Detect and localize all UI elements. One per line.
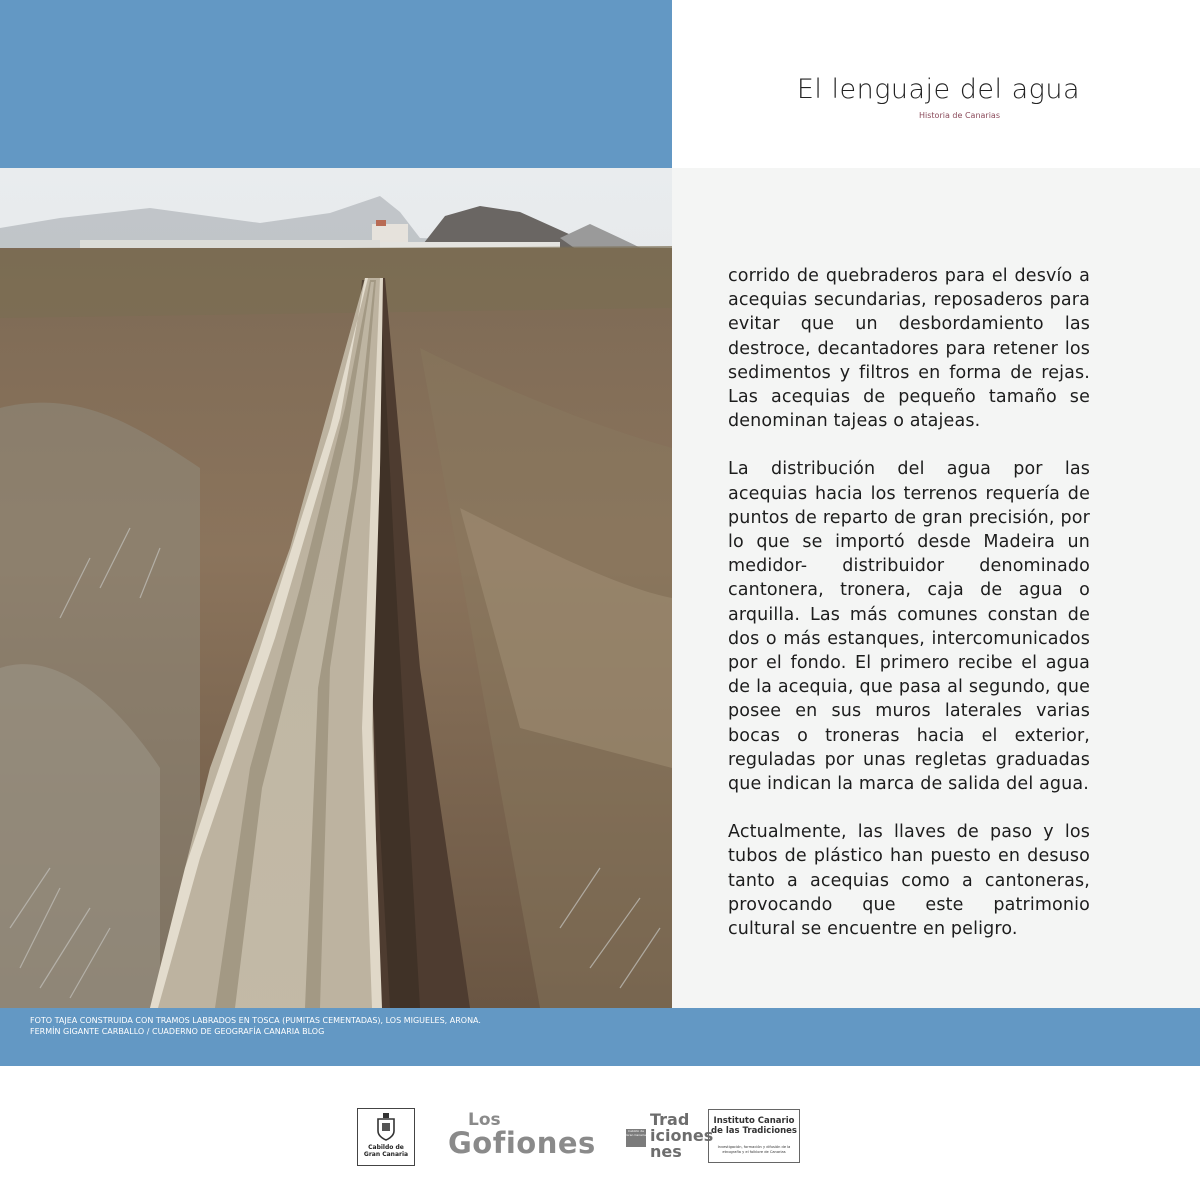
trad-line-3: nes [650,1142,682,1161]
cabildo-line-2: Gran Canaria [363,1150,409,1158]
instituto-logo [708,1109,800,1163]
gofiones-line-2: Gofiones [448,1126,596,1160]
trad-box-label: Cabildo de Gran Canaria [626,1129,646,1147]
photo-caption [30,1016,730,1037]
page-title: El lenguaje del agua [796,74,1080,105]
photo-illustration [0,168,672,1008]
trad-line-2: iciones [650,1126,714,1145]
paragraph-3: Actualmente, las llaves de paso y los tubos de plástico han puesto en desuso tanto a acequias como a cantoneras, provocando que este patrimonio cultural se encuentre en peligro. [728,822,1090,940]
instituto-title-2: de las Tradiciones [711,1126,797,1136]
sponsor-logos [0,1066,1200,1200]
text-panel [672,168,1200,1008]
page-subtitle: Historia de Canarias [919,111,1000,120]
gofiones-line-1: Los [468,1110,501,1130]
acequia-photo [0,168,672,1008]
top-blue-band [0,0,672,168]
cabildo-logo [357,1108,415,1166]
trad-line-1: Trad [650,1110,690,1129]
tradiciones-logo [624,1110,714,1170]
paragraph-2: La distribución del agua por las acequias hacia los terrenos requería de puntos de reparto de gran precisión, por lo que se importó desde Madeira un medidor- distribuidor denominado cantonera, tronera, caja de agua o arquilla. Las más comunes constan de dos o más estanques, intercomunicados por el fondo. El primero recibe el agua de la acequia, que pasa al segundo, que posee en sus muros laterales varias bocas o troneras hacia el exterior, reguladas por unas regletas graduadas que indican la marca de salida del agua. [728,459,1090,795]
body-text [728,264,1090,965]
header [672,0,1200,168]
caption-line-1: FOTO TAJEA CONSTRUIDA CON TRAMOS LABRADOS EN TOSCA (PUMITAS CEMENTADAS), LOS MIGUELES, ARONA. [30,1016,481,1025]
instituto-title-1: Instituto Canario [713,1116,795,1126]
cabildo-line-1: Cabildo de [368,1144,404,1151]
paragraph-1: corrido de quebraderos para el desvío a acequias secundarias, reposaderos para evitar que un desbordamiento las destroce, decantadores para retener los sedimentos y filtros en forma de rejas. Las acequias de pequeño tamaño se denominan tajeas o atajeas. [728,266,1090,432]
gofiones-logo [448,1110,598,1170]
caption-line-2: FERMÍN GIGANTE CARBALLO / CUADERNO DE GEOGRAFÍA CANARIA BLOG [30,1026,325,1036]
crest-icon [376,1113,396,1141]
instituto-subtitle: Investigación, formación y difusión de la etnografía y el folklore de Canarias [717,1145,791,1154]
